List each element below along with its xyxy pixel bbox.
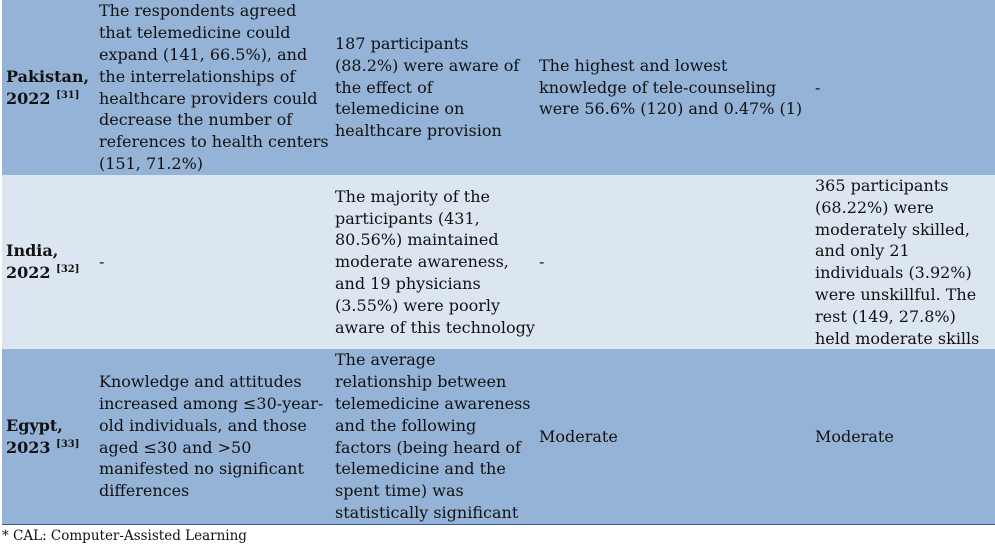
- table-row-india: [2, 175, 995, 349]
- table-row-pakistan: [2, 0, 995, 175]
- study-year: 2023: [6, 437, 51, 457]
- reference-number: [33]: [56, 438, 80, 450]
- table-cell-col5: 365 participants (68.22%) were moderately skilled, and only 21 individuals (3.92%) were unskillful. The rest (149, 27.8%) held moderate skills: [811, 175, 995, 349]
- reference-number: [32]: [56, 264, 80, 276]
- country-name: Egypt,: [6, 415, 63, 435]
- table-cell-col3: The average relationship between telemedicine awareness and the following factors (being heard of telemedicine and the spent time) was statistically significant: [331, 349, 535, 524]
- study-year: 2022: [6, 263, 51, 283]
- table-cell-col4: Moderate: [535, 349, 811, 524]
- table-cell-col4: The highest and lowest knowledge of tele-counseling were 56.6% (120) and 0.47% (1): [535, 0, 811, 175]
- country-cell: [2, 175, 95, 349]
- table-cell-col3: 187 participants (88.2%) were aware of the effect of telemedicine on healthcare provision: [331, 0, 535, 175]
- country-cell: [2, 0, 95, 175]
- table-cell-col2: Knowledge and attitudes increased among ≤30-year-old individuals, and those aged ≤30 and >50 manifested no significant differences: [95, 349, 331, 524]
- reference-number: [31]: [56, 89, 80, 101]
- table-cell-col5: -: [811, 0, 995, 175]
- table-row-egypt: [2, 349, 995, 524]
- table-cell-col5: Moderate: [811, 349, 995, 524]
- results-table-container: [2, 0, 995, 525]
- table-cell-col2: -: [95, 175, 331, 349]
- country-name: Pakistan,: [6, 66, 90, 86]
- country-name: India,: [6, 241, 59, 261]
- table-footnote: * CAL: Computer-Assisted Learning: [2, 528, 247, 544]
- country-cell: [2, 349, 95, 524]
- table-cell-col2: The respondents agreed that telemedicine could expand (141, 66.5%), and the interrelationships of healthcare providers could decrease the number of references to health centers (151, 71.2%): [95, 0, 331, 175]
- table-cell-col3: The majority of the participants (431, 80.56%) maintained moderate awareness, and 19 physicians (3.55%) were poorly aware of this technology: [331, 175, 535, 349]
- table-cell-col4: -: [535, 175, 811, 349]
- results-table: [2, 0, 995, 525]
- study-year: 2022: [6, 88, 51, 108]
